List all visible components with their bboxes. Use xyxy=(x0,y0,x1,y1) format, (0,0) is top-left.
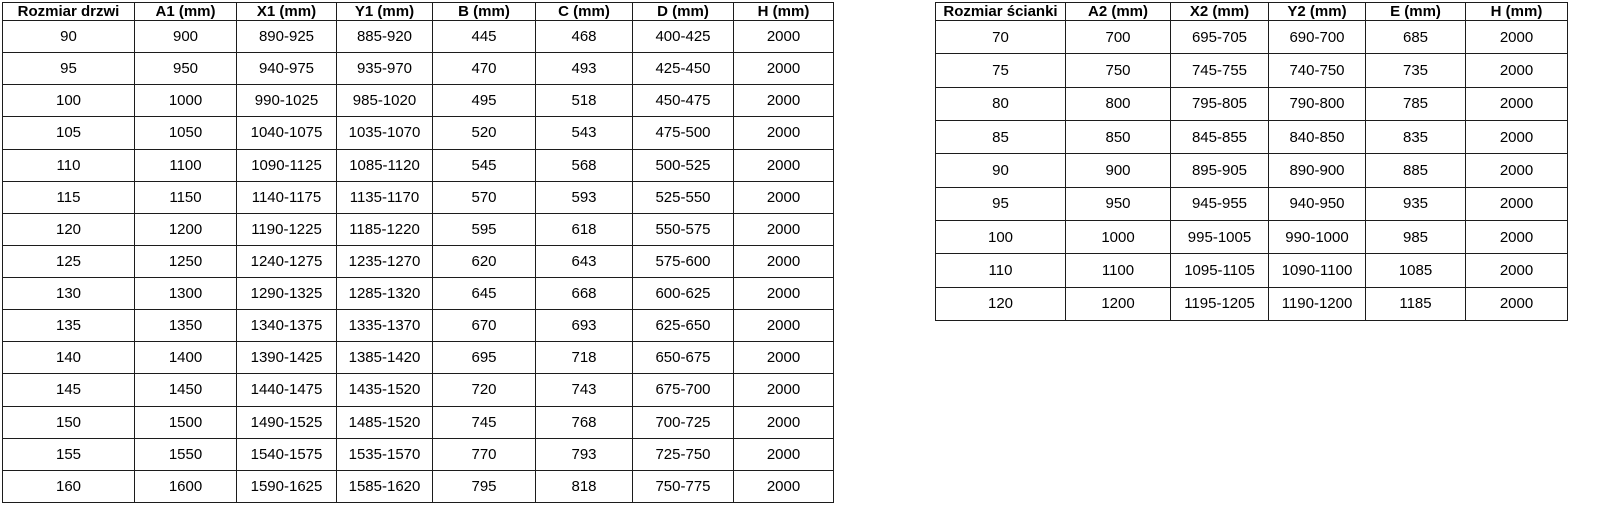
table-cell: 2000 xyxy=(734,85,834,117)
table-header-row xyxy=(3,3,834,21)
table-cell: 745-755 xyxy=(1171,54,1269,87)
table-row xyxy=(936,120,1568,153)
table-cell: 1135-1170 xyxy=(337,181,433,213)
table-cell: 793 xyxy=(536,438,633,470)
table-cell: 725-750 xyxy=(633,438,734,470)
table-cell: 160 xyxy=(3,470,135,502)
table-cell: 2000 xyxy=(1466,187,1568,220)
table-cell: 990-1000 xyxy=(1269,220,1366,253)
table-cell: 125 xyxy=(3,245,135,277)
table-header-cell: Rozmiar drzwi xyxy=(3,3,135,21)
table-header-cell: Y2 (mm) xyxy=(1269,3,1366,21)
table-cell: 750-775 xyxy=(633,470,734,502)
table-cell: 110 xyxy=(3,149,135,181)
table-cell: 835 xyxy=(1366,120,1466,153)
table-cell: 1540-1575 xyxy=(237,438,337,470)
table-cell: 568 xyxy=(536,149,633,181)
table-cell: 545 xyxy=(433,149,536,181)
table-row xyxy=(3,278,834,310)
table-cell: 525-550 xyxy=(633,181,734,213)
table-cell: 600-625 xyxy=(633,278,734,310)
table-cell: 1550 xyxy=(135,438,237,470)
table-row xyxy=(3,470,834,502)
table-cell: 2000 xyxy=(734,245,834,277)
table-cell: 2000 xyxy=(734,438,834,470)
table-cell: 1485-1520 xyxy=(337,406,433,438)
table-row xyxy=(936,187,1568,220)
table-cell: 900 xyxy=(135,21,237,53)
table-cell: 468 xyxy=(536,21,633,53)
table-cell: 445 xyxy=(433,21,536,53)
table-cell: 543 xyxy=(536,117,633,149)
table-row xyxy=(3,149,834,181)
table-cell: 850 xyxy=(1066,120,1171,153)
table-cell: 685 xyxy=(1366,21,1466,54)
table-cell: 85 xyxy=(936,120,1066,153)
table-cell: 790-800 xyxy=(1269,87,1366,120)
table-row xyxy=(3,342,834,374)
table-row xyxy=(3,21,834,53)
table-cell: 593 xyxy=(536,181,633,213)
table-cell: 693 xyxy=(536,310,633,342)
table-cell: 1100 xyxy=(135,149,237,181)
table-cell: 2000 xyxy=(734,278,834,310)
table-cell: 2000 xyxy=(734,181,834,213)
table-cell: 885-920 xyxy=(337,21,433,53)
table-row xyxy=(936,287,1568,320)
table-cell: 995-1005 xyxy=(1171,220,1269,253)
table-cell: 2000 xyxy=(1466,21,1568,54)
table-cell: 700-725 xyxy=(633,406,734,438)
table-cell: 895-905 xyxy=(1171,154,1269,187)
table-cell: 885 xyxy=(1366,154,1466,187)
table-cell: 1535-1570 xyxy=(337,438,433,470)
table-cell: 840-850 xyxy=(1269,120,1366,153)
table-cell: 120 xyxy=(936,287,1066,320)
table-header-cell: D (mm) xyxy=(633,3,734,21)
table-cell: 2000 xyxy=(734,470,834,502)
table-cell: 1190-1225 xyxy=(237,213,337,245)
table-cell: 1590-1625 xyxy=(237,470,337,502)
table-cell: 493 xyxy=(536,53,633,85)
table-cell: 1140-1175 xyxy=(237,181,337,213)
table-cell: 750 xyxy=(1066,54,1171,87)
table-cell: 1340-1375 xyxy=(237,310,337,342)
table-cell: 900 xyxy=(1066,154,1171,187)
table-cell: 743 xyxy=(536,374,633,406)
table-cell: 695-705 xyxy=(1171,21,1269,54)
table-cell: 150 xyxy=(3,406,135,438)
table-cell: 1000 xyxy=(1066,220,1171,253)
table-cell: 720 xyxy=(433,374,536,406)
door-size-table xyxy=(2,2,834,503)
table-cell: 70 xyxy=(936,21,1066,54)
table-cell: 80 xyxy=(936,87,1066,120)
table-header-cell: Rozmiar ścianki xyxy=(936,3,1066,21)
table-cell: 940-950 xyxy=(1269,187,1366,220)
table-cell: 990-1025 xyxy=(237,85,337,117)
table-cell: 2000 xyxy=(734,342,834,374)
table-cell: 1095-1105 xyxy=(1171,254,1269,287)
table-cell: 625-650 xyxy=(633,310,734,342)
table-row xyxy=(3,406,834,438)
table-row xyxy=(3,117,834,149)
table-cell: 650-675 xyxy=(633,342,734,374)
table-cell: 120 xyxy=(3,213,135,245)
table-cell: 2000 xyxy=(734,374,834,406)
table-cell: 495 xyxy=(433,85,536,117)
table-header-cell: H (mm) xyxy=(734,3,834,21)
table-cell: 1250 xyxy=(135,245,237,277)
table-row xyxy=(3,53,834,85)
table-cell: 2000 xyxy=(1466,287,1568,320)
table-cell: 935 xyxy=(1366,187,1466,220)
table-cell: 520 xyxy=(433,117,536,149)
table-cell: 1285-1320 xyxy=(337,278,433,310)
wall-size-table xyxy=(935,2,1568,321)
table-cell: 1585-1620 xyxy=(337,470,433,502)
table-cell: 2000 xyxy=(1466,220,1568,253)
table-cell: 1335-1370 xyxy=(337,310,433,342)
table-cell: 985-1020 xyxy=(337,85,433,117)
table-cell: 1200 xyxy=(135,213,237,245)
table-header-cell: H (mm) xyxy=(1466,3,1568,21)
table-cell: 100 xyxy=(3,85,135,117)
table-cell: 2000 xyxy=(1466,120,1568,153)
table-header-cell: Y1 (mm) xyxy=(337,3,433,21)
table-cell: 1235-1270 xyxy=(337,245,433,277)
table-cell: 1085-1120 xyxy=(337,149,433,181)
table-cell: 695 xyxy=(433,342,536,374)
table-cell: 2000 xyxy=(734,406,834,438)
table-cell: 105 xyxy=(3,117,135,149)
table-cell: 745 xyxy=(433,406,536,438)
table-cell: 643 xyxy=(536,245,633,277)
table-cell: 475-500 xyxy=(633,117,734,149)
table-cell: 135 xyxy=(3,310,135,342)
table-cell: 1100 xyxy=(1066,254,1171,287)
table-cell: 935-970 xyxy=(337,53,433,85)
table-row xyxy=(3,213,834,245)
table-cell: 740-750 xyxy=(1269,54,1366,87)
table-cell: 795-805 xyxy=(1171,87,1269,120)
table-cell: 770 xyxy=(433,438,536,470)
table-cell: 670 xyxy=(433,310,536,342)
table-cell: 75 xyxy=(936,54,1066,87)
table-cell: 1490-1525 xyxy=(237,406,337,438)
table-cell: 1035-1070 xyxy=(337,117,433,149)
table-cell: 2000 xyxy=(1466,54,1568,87)
table-row xyxy=(3,310,834,342)
table-cell: 890-900 xyxy=(1269,154,1366,187)
table-cell: 985 xyxy=(1366,220,1466,253)
table-cell: 100 xyxy=(936,220,1066,253)
table-row xyxy=(936,87,1568,120)
table-header-cell: B (mm) xyxy=(433,3,536,21)
table-cell: 1190-1200 xyxy=(1269,287,1366,320)
table-cell: 1450 xyxy=(135,374,237,406)
table-cell: 890-925 xyxy=(237,21,337,53)
table-cell: 2000 xyxy=(734,213,834,245)
table-cell: 115 xyxy=(3,181,135,213)
table-cell: 950 xyxy=(1066,187,1171,220)
table-cell: 950 xyxy=(135,53,237,85)
table-row xyxy=(3,438,834,470)
table-cell: 800 xyxy=(1066,87,1171,120)
table-cell: 1385-1420 xyxy=(337,342,433,374)
table-header-row xyxy=(936,3,1568,21)
table-cell: 1600 xyxy=(135,470,237,502)
table-cell: 1185-1220 xyxy=(337,213,433,245)
table-cell: 470 xyxy=(433,53,536,85)
table-cell: 668 xyxy=(536,278,633,310)
table-cell: 1090-1100 xyxy=(1269,254,1366,287)
table-cell: 618 xyxy=(536,213,633,245)
table-row xyxy=(3,85,834,117)
table-cell: 2000 xyxy=(734,310,834,342)
table-header-cell: A1 (mm) xyxy=(135,3,237,21)
table-cell: 1195-1205 xyxy=(1171,287,1269,320)
table-row xyxy=(3,181,834,213)
table-cell: 2000 xyxy=(1466,87,1568,120)
table-header-cell: A2 (mm) xyxy=(1066,3,1171,21)
table-cell: 425-450 xyxy=(633,53,734,85)
table-cell: 95 xyxy=(3,53,135,85)
table-cell: 795 xyxy=(433,470,536,502)
table-cell: 1400 xyxy=(135,342,237,374)
table-cell: 700 xyxy=(1066,21,1171,54)
table-cell: 1240-1275 xyxy=(237,245,337,277)
table-header-cell: E (mm) xyxy=(1366,3,1466,21)
table-cell: 1200 xyxy=(1066,287,1171,320)
table-cell: 1040-1075 xyxy=(237,117,337,149)
table-cell: 1000 xyxy=(135,85,237,117)
table-cell: 1085 xyxy=(1366,254,1466,287)
table-cell: 735 xyxy=(1366,54,1466,87)
table-cell: 500-525 xyxy=(633,149,734,181)
table-cell: 2000 xyxy=(1466,254,1568,287)
table-cell: 945-955 xyxy=(1171,187,1269,220)
table-cell: 450-475 xyxy=(633,85,734,117)
table-cell: 1290-1325 xyxy=(237,278,337,310)
table-cell: 595 xyxy=(433,213,536,245)
table-cell: 2000 xyxy=(734,149,834,181)
table-cell: 1390-1425 xyxy=(237,342,337,374)
table-cell: 940-975 xyxy=(237,53,337,85)
table-row xyxy=(3,374,834,406)
table-cell: 550-575 xyxy=(633,213,734,245)
table-cell: 90 xyxy=(936,154,1066,187)
table-cell: 145 xyxy=(3,374,135,406)
table-cell: 718 xyxy=(536,342,633,374)
table-cell: 620 xyxy=(433,245,536,277)
table-cell: 400-425 xyxy=(633,21,734,53)
table-row xyxy=(936,54,1568,87)
table-cell: 1300 xyxy=(135,278,237,310)
table-cell: 2000 xyxy=(734,21,834,53)
table-cell: 110 xyxy=(936,254,1066,287)
table-cell: 1090-1125 xyxy=(237,149,337,181)
table-cell: 1500 xyxy=(135,406,237,438)
table-cell: 90 xyxy=(3,21,135,53)
table-cell: 95 xyxy=(936,187,1066,220)
table-cell: 518 xyxy=(536,85,633,117)
table-cell: 1050 xyxy=(135,117,237,149)
table-cell: 818 xyxy=(536,470,633,502)
table-cell: 155 xyxy=(3,438,135,470)
table-cell: 768 xyxy=(536,406,633,438)
table-cell: 845-855 xyxy=(1171,120,1269,153)
table-cell: 570 xyxy=(433,181,536,213)
table-cell: 2000 xyxy=(1466,154,1568,187)
table-cell: 1435-1520 xyxy=(337,374,433,406)
table-cell: 2000 xyxy=(734,53,834,85)
table-cell: 575-600 xyxy=(633,245,734,277)
table-header-cell: X2 (mm) xyxy=(1171,3,1269,21)
table-header-cell: X1 (mm) xyxy=(237,3,337,21)
table-row xyxy=(936,220,1568,253)
table-cell: 140 xyxy=(3,342,135,374)
table-header-cell: C (mm) xyxy=(536,3,633,21)
table-cell: 645 xyxy=(433,278,536,310)
table-cell: 1150 xyxy=(135,181,237,213)
table-row xyxy=(936,21,1568,54)
table-cell: 2000 xyxy=(734,117,834,149)
table-cell: 130 xyxy=(3,278,135,310)
table-cell: 1350 xyxy=(135,310,237,342)
table-row xyxy=(3,245,834,277)
table-cell: 675-700 xyxy=(633,374,734,406)
table-cell: 1185 xyxy=(1366,287,1466,320)
table-cell: 785 xyxy=(1366,87,1466,120)
table-row xyxy=(936,254,1568,287)
table-row xyxy=(936,154,1568,187)
table-cell: 690-700 xyxy=(1269,21,1366,54)
table-cell: 1440-1475 xyxy=(237,374,337,406)
